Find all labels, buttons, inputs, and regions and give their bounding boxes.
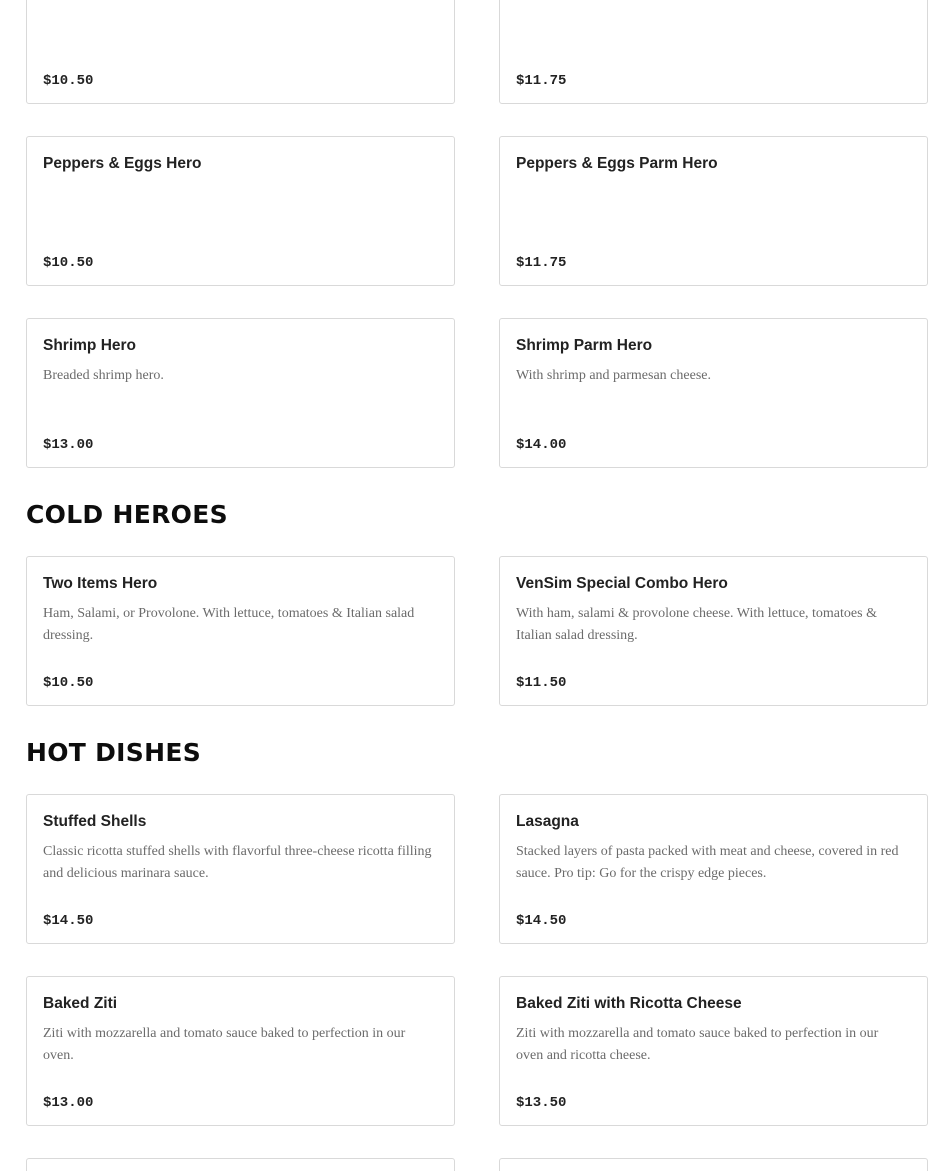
menu-item-card[interactable] bbox=[499, 136, 928, 286]
menu-item-card[interactable] bbox=[499, 318, 928, 468]
item-description: Breaded shrimp hero. bbox=[43, 368, 164, 383]
item-price: $13.00 bbox=[43, 1095, 94, 1111]
item-description: Stacked layers of pasta packed with meat and cheese, covered in red sauce. Pro tip: Go for the crispy edge pieces. bbox=[516, 844, 899, 881]
item-price: $13.50 bbox=[516, 1095, 567, 1111]
section-title: COLD HEROES bbox=[26, 500, 228, 529]
item-price: $10.50 bbox=[43, 675, 94, 691]
menu-item-card[interactable] bbox=[26, 794, 455, 944]
item-description: With shrimp and parmesan cheese. bbox=[516, 368, 711, 383]
menu-item-card[interactable] bbox=[26, 976, 455, 1126]
item-price: $10.50 bbox=[43, 255, 94, 271]
item-description: With ham, salami & provolone cheese. With lettuce, tomatoes & Italian salad dressing. bbox=[516, 606, 877, 643]
item-price: $11.75 bbox=[516, 73, 567, 89]
item-description: Classic ricotta stuffed shells with flavorful three-cheese ricotta filling and delicious marinara sauce. bbox=[43, 844, 432, 881]
item-description: Ham, Salami, or Provolone. With lettuce, tomatoes & Italian salad dressing. bbox=[43, 606, 415, 643]
item-price: $14.00 bbox=[516, 437, 567, 453]
item-name: Baked Ziti with Ricotta Cheese bbox=[516, 995, 742, 1012]
item-name: Peppers & Eggs Parm Hero bbox=[516, 155, 718, 172]
item-price: $14.50 bbox=[43, 913, 94, 929]
menu-item-card[interactable] bbox=[499, 794, 928, 944]
menu-item-card[interactable] bbox=[499, 1158, 928, 1171]
menu-item-card[interactable] bbox=[26, 0, 455, 104]
section-title: HOT DISHES bbox=[26, 738, 201, 767]
item-price: $14.50 bbox=[516, 913, 567, 929]
item-price: $13.00 bbox=[43, 437, 94, 453]
menu-item-card[interactable] bbox=[499, 556, 928, 706]
item-name: Peppers & Eggs Hero bbox=[43, 155, 202, 172]
menu-item-card[interactable] bbox=[26, 136, 455, 286]
item-name: Baked Ziti bbox=[43, 995, 118, 1012]
item-name: Shrimp Parm Hero bbox=[516, 337, 653, 354]
item-price: $11.75 bbox=[516, 255, 567, 271]
item-name: Shrimp Hero bbox=[43, 337, 137, 354]
menu-item-card[interactable] bbox=[499, 976, 928, 1126]
menu-item-card[interactable] bbox=[26, 1158, 455, 1171]
item-name: Two Items Hero bbox=[43, 575, 158, 592]
menu-item-card[interactable] bbox=[26, 556, 455, 706]
item-description: Ziti with mozzarella and tomato sauce baked to perfection in our oven. bbox=[43, 1026, 406, 1063]
menu-item-card[interactable] bbox=[26, 318, 455, 468]
item-price: $11.50 bbox=[516, 675, 567, 691]
item-description: Ziti with mozzarella and tomato sauce baked to perfection in our oven and ricotta cheese. bbox=[516, 1026, 879, 1063]
menu-item-card[interactable] bbox=[499, 0, 928, 104]
item-name: VenSim Special Combo Hero bbox=[516, 575, 728, 592]
item-name: Lasagna bbox=[516, 813, 579, 830]
item-price: $10.50 bbox=[43, 73, 94, 89]
item-name: Stuffed Shells bbox=[43, 813, 147, 830]
